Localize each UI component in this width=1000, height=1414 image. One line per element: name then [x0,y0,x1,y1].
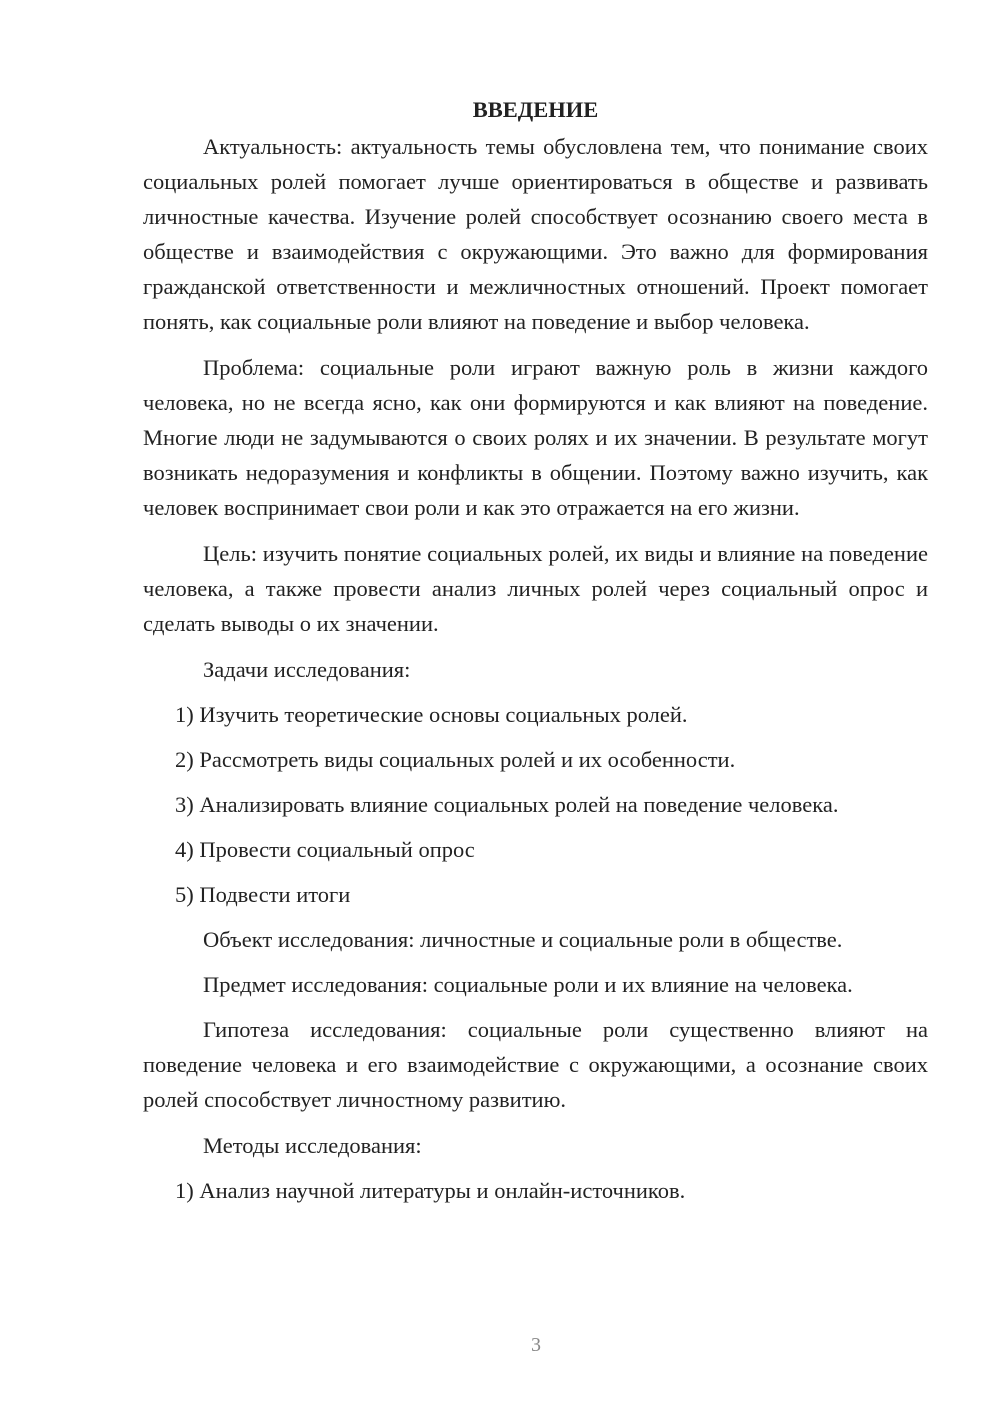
problem-paragraph: Проблема: социальные роли играют важную роль в жизни каждого человека, но не всегда ясно, как они формируются и как влияют на поведение. Многие люди не задумываются о своих ролях и их значении. В результате могут возникать недоразумения и конфликты в общении. Поэтому важно изучить, как человек воспринимает свои роли и как это отражается на его жизни. [143,355,928,520]
methods-heading: Методы исследования: [203,1133,422,1158]
task-item: 5) Подвести итоги [175,882,351,907]
method-item: 1) Анализ научной литературы и онлайн-источников. [175,1178,686,1203]
task-item: 2) Рассмотреть виды социальных ролей и их особенности. [175,747,736,772]
subject-paragraph: Предмет исследования: социальные роли и их влияние на человека. [203,972,853,997]
page-content [143,93,928,1218]
page-number: 3 [531,1334,541,1356]
hypothesis-paragraph: Гипотеза исследования: социальные роли существенно влияют на поведение человека и его взаимодействие с окружающими, а осознание своих ролей способствует личностному развитию. [143,1017,928,1112]
page-title: ВВЕДЕНИЕ [472,97,599,122]
goal-paragraph: Цель: изучить понятие социальных ролей, их виды и влияние на поведение человека, а также провести анализ личных ролей через социальный опрос и сделать выводы о их значении. [143,541,928,636]
task-item: 3) Анализировать влияние социальных ролей на поведение человека. [175,792,839,817]
task-item: 4) Провести социальный опрос [175,837,475,862]
object-paragraph: Объект исследования: личностные и социальные роли в обществе. [203,927,843,952]
task-item: 1) Изучить теоретические основы социальных ролей. [175,702,688,727]
relevance-paragraph: Актуальность: актуальность темы обусловлена тем, что понимание своих социальных ролей помогает лучше ориентироваться в обществе и развивать личностные качества. Изучение ролей способствует осознанию своего места в обществе и взаимодействия с окружающими. Это важно для формирования гражданской ответственности и межличностных отношений. Проект помогает понять, как социальные роли влияют на поведение и выбор человека. [143,134,928,334]
tasks-heading: Задачи исследования: [203,657,411,682]
